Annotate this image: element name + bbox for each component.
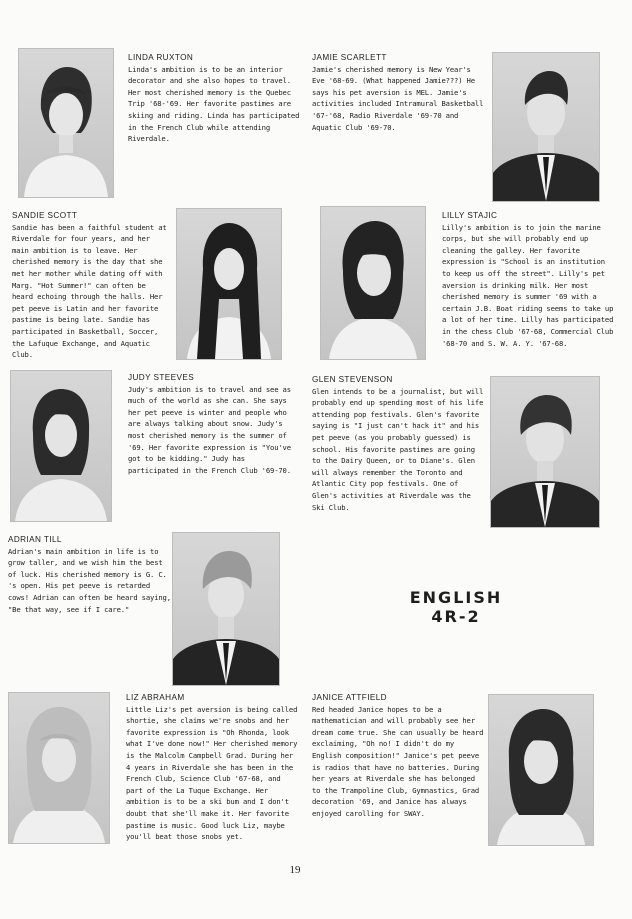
bio-sandie-scott xyxy=(12,210,170,361)
portrait-liz-abraham xyxy=(8,692,110,844)
bio-glen-stevenson xyxy=(312,374,486,513)
student-bio: Jamie's cherished memory is New Year's Eve '68-69. (What happened Jamie???) He says his pet aversion is MEL. Jamie's activities included Intramural Basketball '67-'68, Radio Riverdale '69-70 and Aquatic Club '69-70. xyxy=(312,64,484,132)
student-bio: Linda's ambition is to be an interior decorator and she also hopes to travel. Her most cherished memory is the Quebec Trip '68-'69. Her favorite pastimes are skiing and riding. Linda has participated in the French Club while attending Riverdale. xyxy=(128,64,300,144)
portrait-linda-ruxton xyxy=(18,48,114,198)
student-name: GLEN STEVENSON xyxy=(312,375,393,384)
student-bio: Little Liz's pet aversion is being called shortie, she claims we're snobs and her favorite expression is "Oh Rhonda, look what I've done now!" Her cherished memory is the Malcolm Campbell Grad. During her 4 years in Riverdale she has been in the French Club, Science Club '67-68, and part of the La Tuque Exchange. Her ambition is to be a ski bum and I don't doubt that she'll make it. Her favorite pastime is music. Good luck Liz, maybe you'll beat those snobs yet. xyxy=(126,704,298,842)
student-bio: Sandie has been a faithful student at Riverdale for four years, and her main ambition is to leave. Her cherished memory is the day that she met her mother while dating off with Marg. "Hot Summer!" can often be heard echoing through the halls. Her pet peeve is Latin and her favorite pastime is being late. Sandie has participated in Basketball, Soccer, the Lafuque Exchange, and Aquatic Club. xyxy=(12,222,167,360)
page-number: 19 xyxy=(289,864,301,876)
bio-judy-steeves xyxy=(128,372,298,476)
student-name: SANDIE SCOTT xyxy=(12,211,78,220)
student-bio: Lilly's ambition is to join the marine corps, but she will probably end up cleaning the galley. Her favorite expression is "School is an institution to keep us off the street". Lilly's pet aversion is drinking milk. Her most cherished memory is summer '69 with a certain J.B. Boat riding seems to take up a lot of her time. Lilly has participated in the chess Club '67-68, Commercial Club '68-70 and S. W. A. Y. '67-68. xyxy=(442,222,614,348)
student-name: JANICE ATTFIELD xyxy=(312,693,387,702)
portrait-adrian-till xyxy=(172,532,280,686)
student-bio: Adrian's main ambition in life is to grow taller, and we wish him the best of luck. His cherished memory is G. C. 's open. His pet peeve is retarded cows! Adrian can often be heard saying, "Be that way, see if I care." xyxy=(8,546,171,614)
section-title-line1: ENGLISH xyxy=(409,588,503,607)
student-name: LIZ ABRAHAM xyxy=(126,693,185,702)
bio-janice-attfield xyxy=(312,692,484,820)
portrait-glen-stevenson xyxy=(490,376,600,528)
student-name: LINDA RUXTON xyxy=(128,53,194,62)
portrait-judy-steeves xyxy=(10,370,112,522)
portrait-sandie-scott xyxy=(176,208,282,360)
bio-adrian-till xyxy=(8,534,172,615)
bio-linda-ruxton xyxy=(128,52,306,145)
bio-liz-abraham xyxy=(126,692,300,843)
section-title-line2: 4R-2 xyxy=(431,607,481,626)
section-title xyxy=(400,588,512,626)
student-bio: Glen intends to be a journalist, but will probably end up spending most of his life attending pop festivals. Glen's favorite saying is "I just can't hack it" and his pet peeve (as you probably guessed) is school. His favorite pastimes are going to the Dairy Queen, or to Diane's. Glen will always remember the Toronto and Atlantic City pop festivals. One of Glen's activities at Riverdale was the Ski Club. xyxy=(312,386,484,512)
bio-lilly-stajic xyxy=(442,210,614,349)
student-name: JUDY STEEVES xyxy=(128,373,195,382)
student-name: ADRIAN TILL xyxy=(8,535,62,544)
portrait-janice-attfield xyxy=(488,694,594,846)
bio-jamie-scarlett xyxy=(312,52,486,133)
student-bio: Red headed Janice hopes to be a mathematician and will probably see her dream come true. She can usually be heard exclaiming, "Oh no! I didn't do my English composition!" Janice's pet peeve is radios that have no batteries. During her years at Riverdale she has belonged to the Trampoline Club, Gymnastics, Grad decoration '69, and Janice has always enjoyed carolling for SWAY. xyxy=(312,704,484,818)
student-bio: Judy's ambition is to travel and see as much of the world as she can. She says her pet peeve is winter and people who are always talking about snow. Judy's most cherished memory is the summer of '69. Her favorite expression is "You've got to be kidding." Judy has participated in the French Club '69-70. xyxy=(128,384,291,475)
portrait-lilly-stajic xyxy=(320,206,426,360)
student-name: LILLY STAJIC xyxy=(442,211,498,220)
portrait-jamie-scarlett xyxy=(492,52,600,202)
student-name: JAMIE SCARLETT xyxy=(312,53,387,62)
